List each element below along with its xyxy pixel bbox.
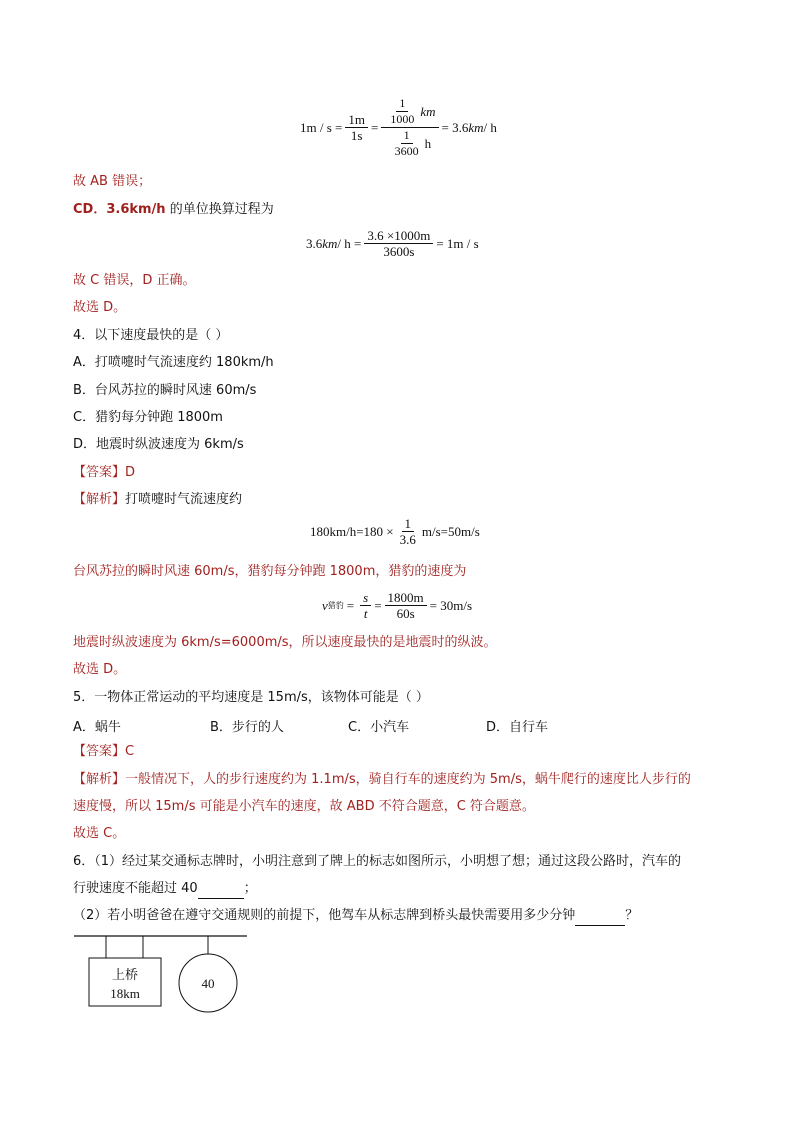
question-6-line2: 行驶速度不能超过 40 ； xyxy=(73,880,257,899)
option-b: B．台风苏拉的瞬时风速 60m/s xyxy=(73,383,257,398)
option-c: C．小汽车 xyxy=(348,720,410,735)
question-4: 4．以下速度最快的是（ ） xyxy=(73,328,229,343)
question-6: 6．（1）经过某交通标志牌时，小明注意到了牌上的标志如图所示，小明想了想；通过这段公路时，汽车的 xyxy=(73,854,682,869)
option-a: A．蜗牛 xyxy=(73,720,121,735)
option-c: C．猎豹每分钟跑 1800m xyxy=(73,410,223,425)
explanation-4: 【解析】打喷嚏时气流速度约 xyxy=(73,492,243,507)
eq1-big-fraction: $\frac{1}{1000}$ km $\frac{1}{3600}$ h xyxy=(381,96,438,159)
question-6-line3: （2）若小明爸爸在遵守交通规则的前提下，他驾车从标志牌到桥头最快需要用多少分钟 ？ xyxy=(73,907,638,926)
bridge-sign-label: 上桥 xyxy=(111,967,139,982)
option-d: D．自行车 xyxy=(486,720,549,735)
text-line: 故选 D。 xyxy=(73,662,127,677)
equation-cheetah-speed: v 猎豹 = $\frac{s}{t}$ = $\frac{1800m}{60s}$ = 30m/s xyxy=(322,590,473,621)
question-5: 5．一物体正常运动的平均速度是 15m/s，该物体可能是（ ） xyxy=(73,690,429,705)
text-line: 台风苏拉的瞬时风速 60m/s，猎豹每分钟跑 1800m，猎豹的速度为 xyxy=(73,564,467,579)
answer-4: 【答案】D xyxy=(73,465,136,480)
text-line: CD．3.6km/h 的单位换算过程为 xyxy=(73,202,274,217)
eq1-fraction-1: $\frac{1m}{1s}$ xyxy=(345,112,368,143)
bridge-sign-distance: 18km xyxy=(110,986,140,1001)
option-b: B．步行的人 xyxy=(210,720,284,735)
text-line: 故选 C。 xyxy=(73,826,126,841)
text-line: 地震时纵波速度为 6km/s=6000m/s，所以速度最快的是地震时的纵波。 xyxy=(73,635,497,650)
text-line: 故选 D。 xyxy=(73,300,127,315)
eq1-lhs: 1m / s = xyxy=(300,119,343,135)
option-a: A．打喷嚏时气流速度约 180km/h xyxy=(73,355,274,370)
equation-unit-conversion-2: 3.6 km / h = $\frac{3.6 \times 1000m}{3600s}$ = 1m / s xyxy=(306,228,479,259)
answer-5: 【答案】C xyxy=(73,744,135,759)
text-line: 故 AB 错误； xyxy=(73,174,152,189)
speed-limit-value: 40 xyxy=(201,976,215,991)
equation-speed-conversion: 180km/h=180 × $\frac{1}{3.6}$ m/s=50m/s xyxy=(310,516,480,547)
text-line: 故 C 错误，D 正确。 xyxy=(73,273,196,288)
text-line: 速度慢，所以 15m/s 可能是小汽车的速度，故 ABD 不符合题意，C 符合题意。 xyxy=(73,799,535,814)
option-d: D．地震时纵波速度为 6km/s xyxy=(73,437,244,452)
equation-unit-conversion-1: 1m / s = $\frac{1m}{1s}$ = $\frac{1}{1000}$ km $\frac{1}{3600}$ h = 3.6 km / h xyxy=(300,96,497,158)
explanation-5: 【解析】一般情况下，人的步行速度约为 1.1m/s，骑自行车的速度约为 5m/s，蜗牛爬行的速度比人步行的 xyxy=(73,772,691,787)
